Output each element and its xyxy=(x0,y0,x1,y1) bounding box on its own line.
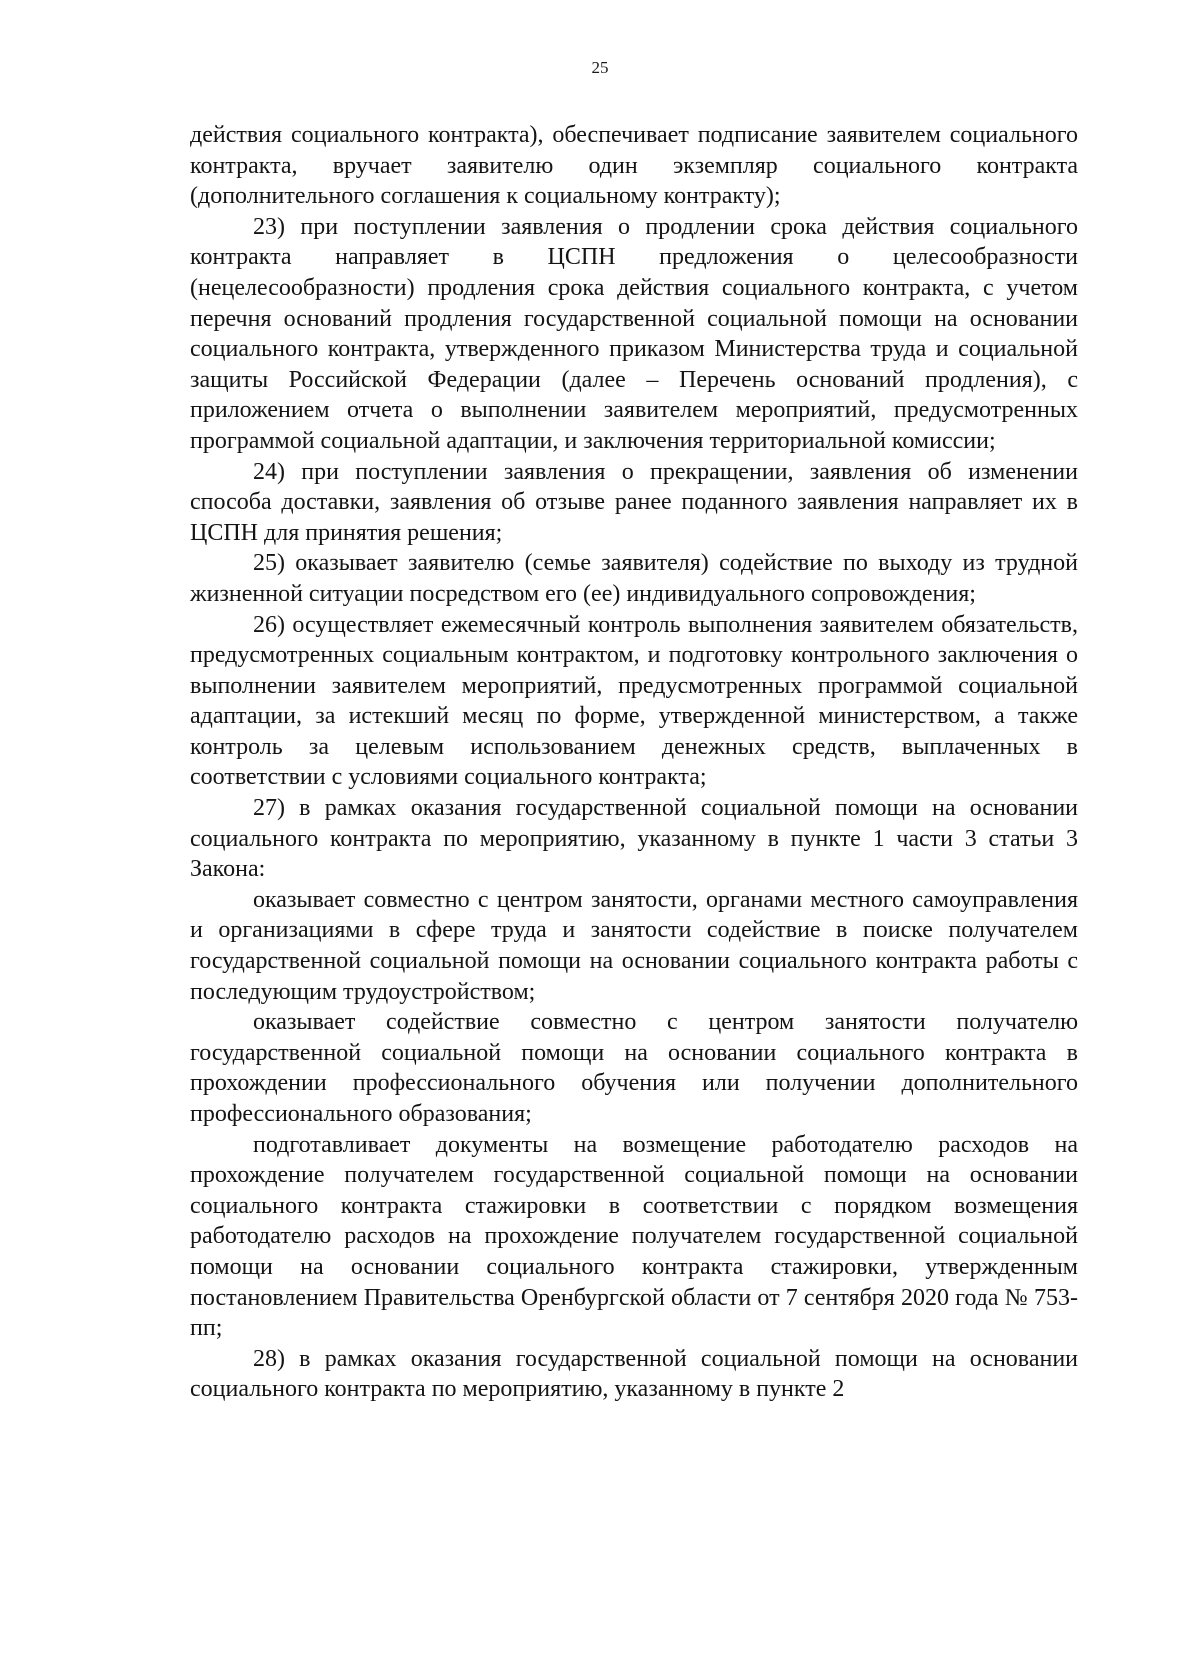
paragraph-item-27: 27) в рамках оказания государственной социальной помощи на основании социального контракта по мероприятию, указанному в пункте 1 части 3 статьи 3 Закона: xyxy=(190,795,1078,883)
document-body xyxy=(190,120,1078,1405)
page-number: 25 xyxy=(591,58,609,77)
paragraph-item-28: 28) в рамках оказания государственной социальной помощи на основании социального контракта по мероприятию, указанному в пункте 2 xyxy=(190,1345,1078,1403)
paragraph-continuation: действия социального контракта), обеспечивает подписание заявителем социального контракта, вручает заявителю один экземпляр социального контракта (дополнительного соглашения к социальному контракту); xyxy=(190,122,1078,210)
paragraph-item-27-sub-1: оказывает совместно с центром занятости, органами местного самоуправления и организациями в сфере труда и занятости содействие в поиске получателем государственной социальной помощи на основании социального контракта работы с последующим трудоустройством; xyxy=(190,886,1078,1005)
paragraph-item-26: 26) осуществляет ежемесячный контроль выполнения заявителем обязательств, предусмотренных социальным контрактом, и подготовку контрольного заключения о выполнении заявителем мероприятий, предусмотренных программой социальной адаптации, за истекший месяц по форме, утвержденной министерством, а также контроль за целевым использованием денежных средств, выплаченных в соответствии с условиями социального контракта; xyxy=(190,611,1078,791)
paragraph-item-23: 23) при поступлении заявления о продлении срока действия социального контракта направляет в ЦСПН предложения о целесообразности (нецелесообразности) продления срока действия социального контракта, с учетом перечня оснований продления государственной социальной помощи на основании социального контракта, утвержденного приказом Министерства труда и социальной защиты Российской Федерации (далее – Перечень оснований продления), с приложением отчета о выполнении заявителем мероприятий, предусмотренных программой социальной адаптации, и заключения территориальной комиссии; xyxy=(190,213,1078,454)
paragraph-item-27-sub-2: оказывает содействие совместно с центром занятости получателю государственной социальной помощи на основании социального контракта в прохождении профессионального обучения или получении дополнительного профессионального образования; xyxy=(190,1009,1078,1127)
paragraph-item-27-sub-3: подготавливает документы на возмещение работодателю расходов на прохождение получателем государственной социальной помощи на основании социального контракта стажировки в соответствии с порядком возмещения работодателю расходов на прохождение получателем государственной социальной помощи на основании социального контракта стажировки, утвержденным постановлением Правительства Оренбургской области от 7 сентября 2020 года № 753-пп; xyxy=(190,1131,1078,1342)
paragraph-item-24: 24) при поступлении заявления о прекращении, заявления об изменении способа доставки, заявления об отзыве ранее поданного заявления направляет их в ЦСПН для принятия решения; xyxy=(190,458,1078,546)
paragraph-item-25: 25) оказывает заявителю (семье заявителя) содействие по выходу из трудной жизненной ситуации посредством его (ее) индивидуального сопровождения; xyxy=(190,550,1078,607)
